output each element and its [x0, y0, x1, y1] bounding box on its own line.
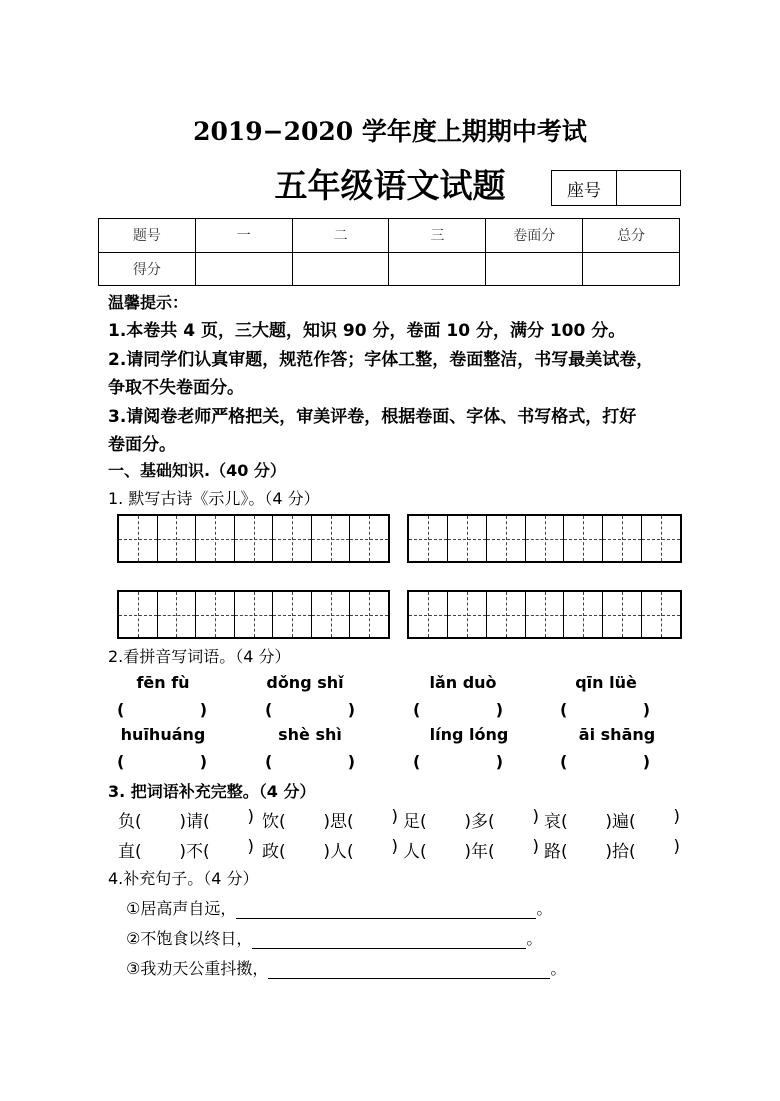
- answer-blank[interactable]: ( ): [265, 752, 355, 771]
- grid-cell[interactable]: [312, 516, 351, 561]
- answer-blank[interactable]: ( ): [117, 752, 207, 771]
- sentence-prompt: ①居高声自远，: [126, 899, 237, 918]
- grid-cell[interactable]: [603, 592, 642, 637]
- score-cell[interactable]: [292, 252, 389, 286]
- idiom-part: ): [247, 807, 254, 827]
- idiom-part: 直(: [118, 842, 142, 862]
- pinyin: huīhuáng: [120, 725, 206, 744]
- grid-cell[interactable]: [526, 516, 565, 561]
- answer-blank[interactable]: ( ): [265, 700, 355, 719]
- pinyin: dǒng shǐ: [266, 673, 344, 692]
- pinyin: āi shāng: [578, 725, 656, 744]
- idiom-part: ): [532, 807, 539, 827]
- writing-grid[interactable]: [117, 590, 390, 639]
- score-cell[interactable]: [389, 252, 486, 286]
- grid-cell[interactable]: [196, 592, 235, 637]
- answer-blank[interactable]: ( ): [560, 752, 650, 771]
- sentence-prompt: ③我劝天公重抖擞，: [126, 959, 269, 978]
- score-table-score-row: [99, 252, 680, 286]
- question-4: 4.补充句子。（4 分）: [108, 869, 259, 888]
- score-table: [98, 218, 680, 286]
- pinyin: shè shì: [278, 725, 342, 744]
- grid-cell[interactable]: [448, 516, 487, 561]
- answer-blank[interactable]: ( ): [413, 700, 503, 719]
- idiom-part: )多(: [464, 812, 495, 832]
- grid-cell[interactable]: [350, 516, 388, 561]
- grid-cell[interactable]: [312, 592, 351, 637]
- writing-grid[interactable]: [407, 590, 682, 639]
- score-cell[interactable]: [195, 252, 292, 286]
- grid-cell[interactable]: [526, 592, 565, 637]
- idiom-fill[interactable]: [403, 837, 539, 862]
- score-header-cell: 三: [389, 219, 486, 253]
- grid-cell[interactable]: [119, 592, 158, 637]
- notice-title: 温馨提示：: [108, 293, 189, 312]
- grid-cell[interactable]: [642, 516, 680, 561]
- idiom-fill[interactable]: [544, 837, 680, 862]
- score-header-cell: 总分: [583, 219, 680, 253]
- sentence-line: [126, 896, 552, 919]
- question-1: 1. 默写古诗《示儿》。（4 分）: [108, 489, 320, 508]
- idiom-part: 饮(: [262, 812, 286, 832]
- idiom-part: ): [247, 837, 254, 857]
- idiom-fill[interactable]: [118, 807, 254, 832]
- grid-cell[interactable]: [448, 592, 487, 637]
- idiom-part: 哀(: [544, 812, 568, 832]
- grid-cell[interactable]: [409, 592, 448, 637]
- notice-line: 争取不失卷面分。: [108, 378, 244, 398]
- grid-cell[interactable]: [158, 592, 197, 637]
- seat-value[interactable]: [617, 171, 680, 205]
- grid-cell[interactable]: [487, 592, 526, 637]
- idiom-part: 人(: [403, 842, 427, 862]
- idiom-part: ): [391, 837, 398, 857]
- idiom-part: 路(: [544, 842, 568, 862]
- sentence-line: [126, 956, 566, 979]
- idiom-part: )人(: [323, 842, 354, 862]
- sentence-end: 。: [536, 899, 553, 918]
- answer-blank[interactable]: ( ): [413, 752, 503, 771]
- grid-cell[interactable]: [409, 516, 448, 561]
- answer-blank[interactable]: ( ): [560, 700, 650, 719]
- seat-label: 座号: [552, 171, 617, 205]
- pinyin: qīn lüè: [575, 673, 637, 692]
- score-cell[interactable]: [583, 252, 680, 286]
- grid-cell[interactable]: [487, 516, 526, 561]
- writing-grid[interactable]: [117, 514, 390, 563]
- score-cell[interactable]: [486, 252, 583, 286]
- idiom-part: )请(: [179, 812, 210, 832]
- score-row-label: 得分: [99, 252, 196, 286]
- idiom-fill[interactable]: [118, 837, 254, 862]
- grid-cell[interactable]: [350, 592, 388, 637]
- grid-cell[interactable]: [564, 592, 603, 637]
- notice-line: 2.请同学们认真审题，规范作答；字体工整，卷面整洁，书写最美试卷，: [108, 350, 654, 370]
- score-header-cell: 二: [292, 219, 389, 253]
- grid-cell[interactable]: [235, 516, 274, 561]
- score-header-cell: 卷面分: [486, 219, 583, 253]
- grid-cell[interactable]: [642, 592, 680, 637]
- grid-cell[interactable]: [273, 516, 312, 561]
- idiom-part: 足(: [403, 812, 427, 832]
- idiom-part: ): [532, 837, 539, 857]
- grid-cell[interactable]: [603, 516, 642, 561]
- writing-grid[interactable]: [407, 514, 682, 563]
- sentence-end: 。: [526, 929, 543, 948]
- seat-number-box: [551, 170, 681, 206]
- idiom-part: ): [673, 837, 680, 857]
- grid-cell[interactable]: [158, 516, 197, 561]
- section1-heading: 一、基础知识.（40 分）: [108, 461, 286, 480]
- pinyin: líng lóng: [429, 725, 509, 744]
- idiom-part: 政(: [262, 842, 286, 862]
- sentence-blank[interactable]: [268, 960, 550, 979]
- idiom-part: 负(: [118, 812, 142, 832]
- sentence-end: 。: [550, 959, 567, 978]
- grid-cell[interactable]: [235, 592, 274, 637]
- answer-blank[interactable]: ( ): [117, 700, 207, 719]
- idiom-part: )年(: [464, 842, 495, 862]
- grid-cell[interactable]: [273, 592, 312, 637]
- score-table-header-row: [99, 219, 680, 253]
- sentence-line: [126, 926, 542, 949]
- exam-subject-title: 五年级语文试题: [274, 166, 506, 205]
- idiom-part: )拾(: [605, 842, 636, 862]
- grid-cell[interactable]: [119, 516, 158, 561]
- idiom-fill[interactable]: [262, 807, 398, 832]
- question-2: 2.看拼音写词语。（4 分）: [108, 647, 291, 666]
- sentence-blank[interactable]: [252, 930, 526, 949]
- sentence-blank[interactable]: [236, 900, 536, 919]
- pinyin: fēn fù: [136, 673, 190, 692]
- notice-line: 3.请阅卷老师严格把关，审美评卷，根据卷面、字体、书写格式，打好: [108, 407, 637, 427]
- idiom-part: )遍(: [605, 812, 636, 832]
- question-3: 3. 把词语补充完整。（4 分）: [108, 782, 316, 801]
- grid-cell[interactable]: [564, 516, 603, 561]
- idiom-fill[interactable]: [262, 837, 398, 862]
- pinyin: lǎn duò: [429, 673, 497, 692]
- sentence-prompt: ②不饱食以终日，: [126, 929, 253, 948]
- idiom-part: ): [391, 807, 398, 827]
- score-header-cell: 一: [195, 219, 292, 253]
- idiom-fill[interactable]: [544, 807, 680, 832]
- idiom-part: )思(: [323, 812, 354, 832]
- idiom-part: ): [673, 807, 680, 827]
- exam-title: 2019−2020 学年度上期期中考试: [193, 117, 587, 146]
- idiom-part: )不(: [179, 842, 210, 862]
- idiom-fill[interactable]: [403, 807, 539, 832]
- notice-line: 卷面分。: [108, 435, 176, 455]
- notice-line: 1.本卷共 4 页，三大题，知识 90 分，卷面 10 分，满分 100 分。: [108, 321, 626, 341]
- score-header-cell: 题号: [99, 219, 196, 253]
- grid-cell[interactable]: [196, 516, 235, 561]
